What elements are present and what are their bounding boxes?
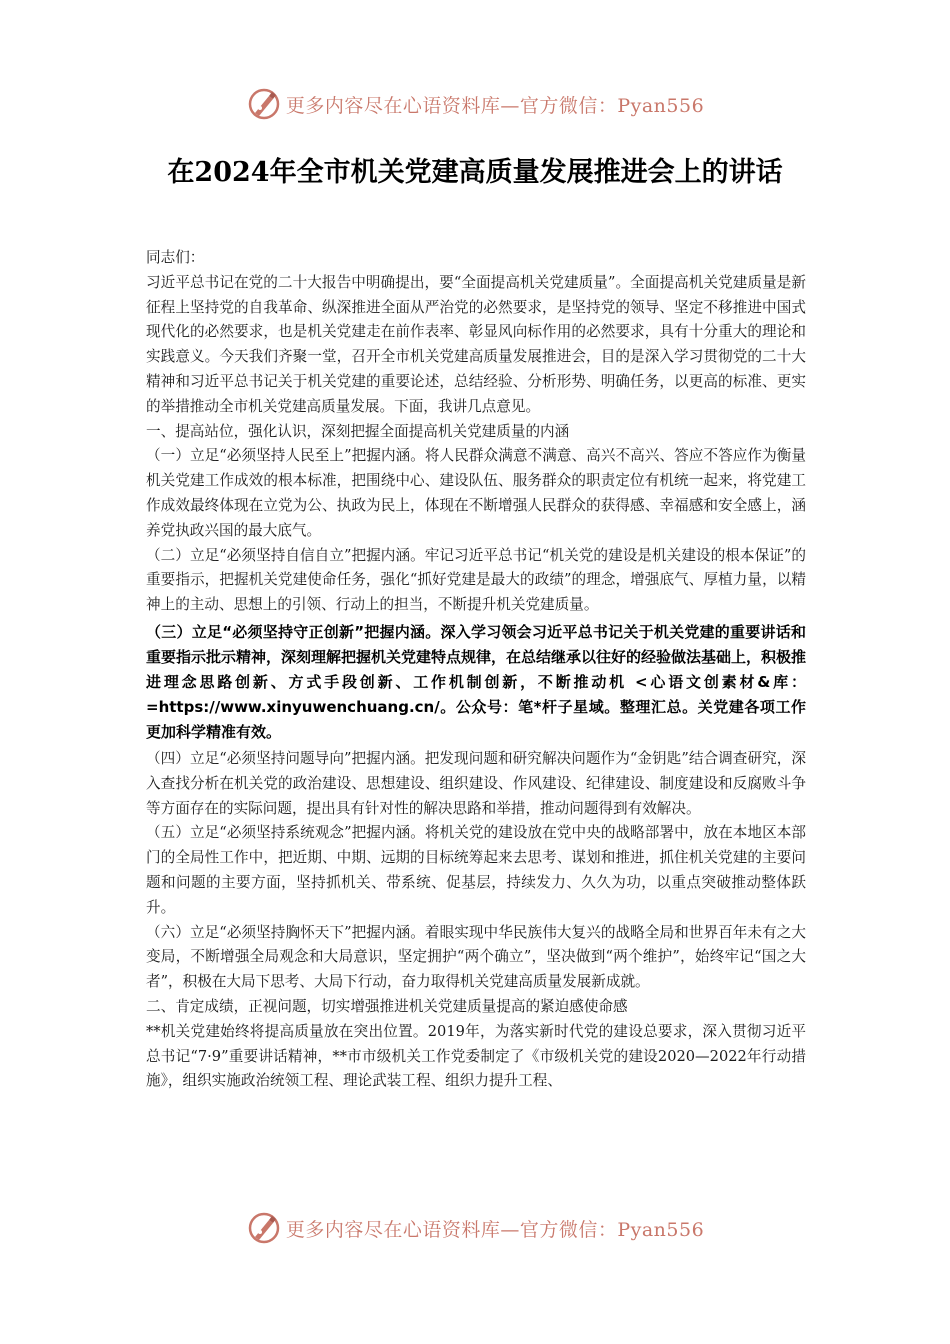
paragraph: **机关党建始终将提高质量放在突出位置。2019年，为落实新时代党的建设总要求，深入贯彻习近平总书记“7·9”重要讲话精神，**市市级机关工作党委制定了《市级机关党的建设2020—2022年行动措施》，组织实施政治统领工程、理论武装工程、组织力提升工程、 <box>146 1022 806 1090</box>
footer-watermark-banner <box>0 1208 950 1248</box>
paragraph: （一）立足“必须坚持人民至上”把握内涵。将人民群众满意不满意、高兴不高兴、答应不答应作为衡量机关党建工作成效的根本标准，把围绕中心、建设队伍、服务群众的职责定位有机统一起来，将党建工作成效最终体现在立党为公、执政为民上，体现在不断增强人民群众的获得感、幸福感和安全感上，涵养党执政兴国的最大底气。 <box>146 447 806 539</box>
pen-circle-icon <box>246 86 282 122</box>
banner-text: 更多内容尽在心语资料库—官方微信：Pyan556 <box>285 1218 705 1241</box>
paragraph: （五）立足“必须坚持系统观念”把握内涵。将机关党的建设放在党中央的战略部署中，放在本地区本部门的全局性工作中，把近期、中期、远期的目标统筹起来去思考、谋划和推进，抓住机关党建的主要问题和问题的主要方面，坚持抓机关、带系统、促基层，持续发力、久久为功，以重点突破推动整体跃升。 <box>146 824 806 916</box>
paragraph: 习近平总书记在党的二十大报告中明确提出，要“全面提高机关党建质量”。全面提高机关党建质量是新征程上坚持党的自我革命、纵深推进全面从严治党的必然要求，是坚持党的领导、坚定不移推进中国式现代化的必然要求，也是机关党建走在前作表率、彰显风向标作用的必然要求，具有十分重大的理论和实践意义。今天我们齐聚一堂，召开全市机关党建高质量发展推进会，目的是深入学习贯彻党的二十大精神和习近平总书记关于机关党建的重要论述，总结经验、分析形势、明确任务，以更高的标准、更实的举措推动全市机关党建高质量发展。下面，我讲几点意见。 <box>146 273 806 415</box>
header-watermark-banner <box>0 84 950 124</box>
paragraph: （六）立足“必须坚持胸怀天下”把握内涵。着眼实现中华民族伟大复兴的战略全局和世界百年未有之大变局，不断增强全局观念和大局意识，坚定拥护“两个确立”，坚决做到“两个维护”，始终牢记“国之大者”，积极在大局下思考、大局下行动，奋力取得机关党建高质量发展新成就。 <box>146 923 806 991</box>
salutation: 同志们： <box>146 249 205 266</box>
banner-text: 更多内容尽在心语资料库—官方微信：Pyan556 <box>285 94 705 117</box>
paragraph: （四）立足“必须坚持问题导向”把握内涵。把发现问题和研究解决问题作为“金钥匙”结合调查研究，深入查找分析在机关党的政治建设、思想建设、组织建设、作风建设、纪律建设、制度建设和反腐败斗争等方面存在的实际问题，提出具有针对性的解决思路和举措，推动问题得到有效解决。 <box>146 749 806 817</box>
section-heading: 一、提高站位，强化认识，深刻把握全面提高机关党建质量的内涵 <box>146 422 570 440</box>
document-body <box>146 246 806 1094</box>
paragraph: （二）立足“必须坚持自信自立”把握内涵。牢记习近平总书记“机关党的建设是机关建设的根本保证”的重要指示，把握机关党建使命任务，强化“抓好党建是最大的政绩”的理念，增强底气、厚植力量，以精神上的主动、思想上的引领、行动上的担当，不断提升机关党建质量。 <box>146 546 806 614</box>
bold-paragraph: （三）立足“必须坚持守正创新”把握内涵。深入学习领会习近平总书记关于机关党建的重要讲话和重要指示批示精神，深刻理解把握机关党建特点规律，在总结继承以往好的经验做法基础上，积极推进理念思路创新、方式手段创新、工作机制创新，不断推动机 <心语文创素材&库：=https://www.xinyuwenchuang.cn/。公众号：笔*杆子星域。整理汇总。关党建各项工作更加科学精准有效。 <box>146 622 807 741</box>
page-title: 在2024年全市机关党建高质量发展推进会上的讲话 <box>167 157 783 188</box>
pen-circle-icon <box>246 1210 282 1246</box>
section-heading: 二、肯定成绩，正视问题，切实增强推进机关党建质量提高的紧迫感使命感 <box>146 997 628 1015</box>
